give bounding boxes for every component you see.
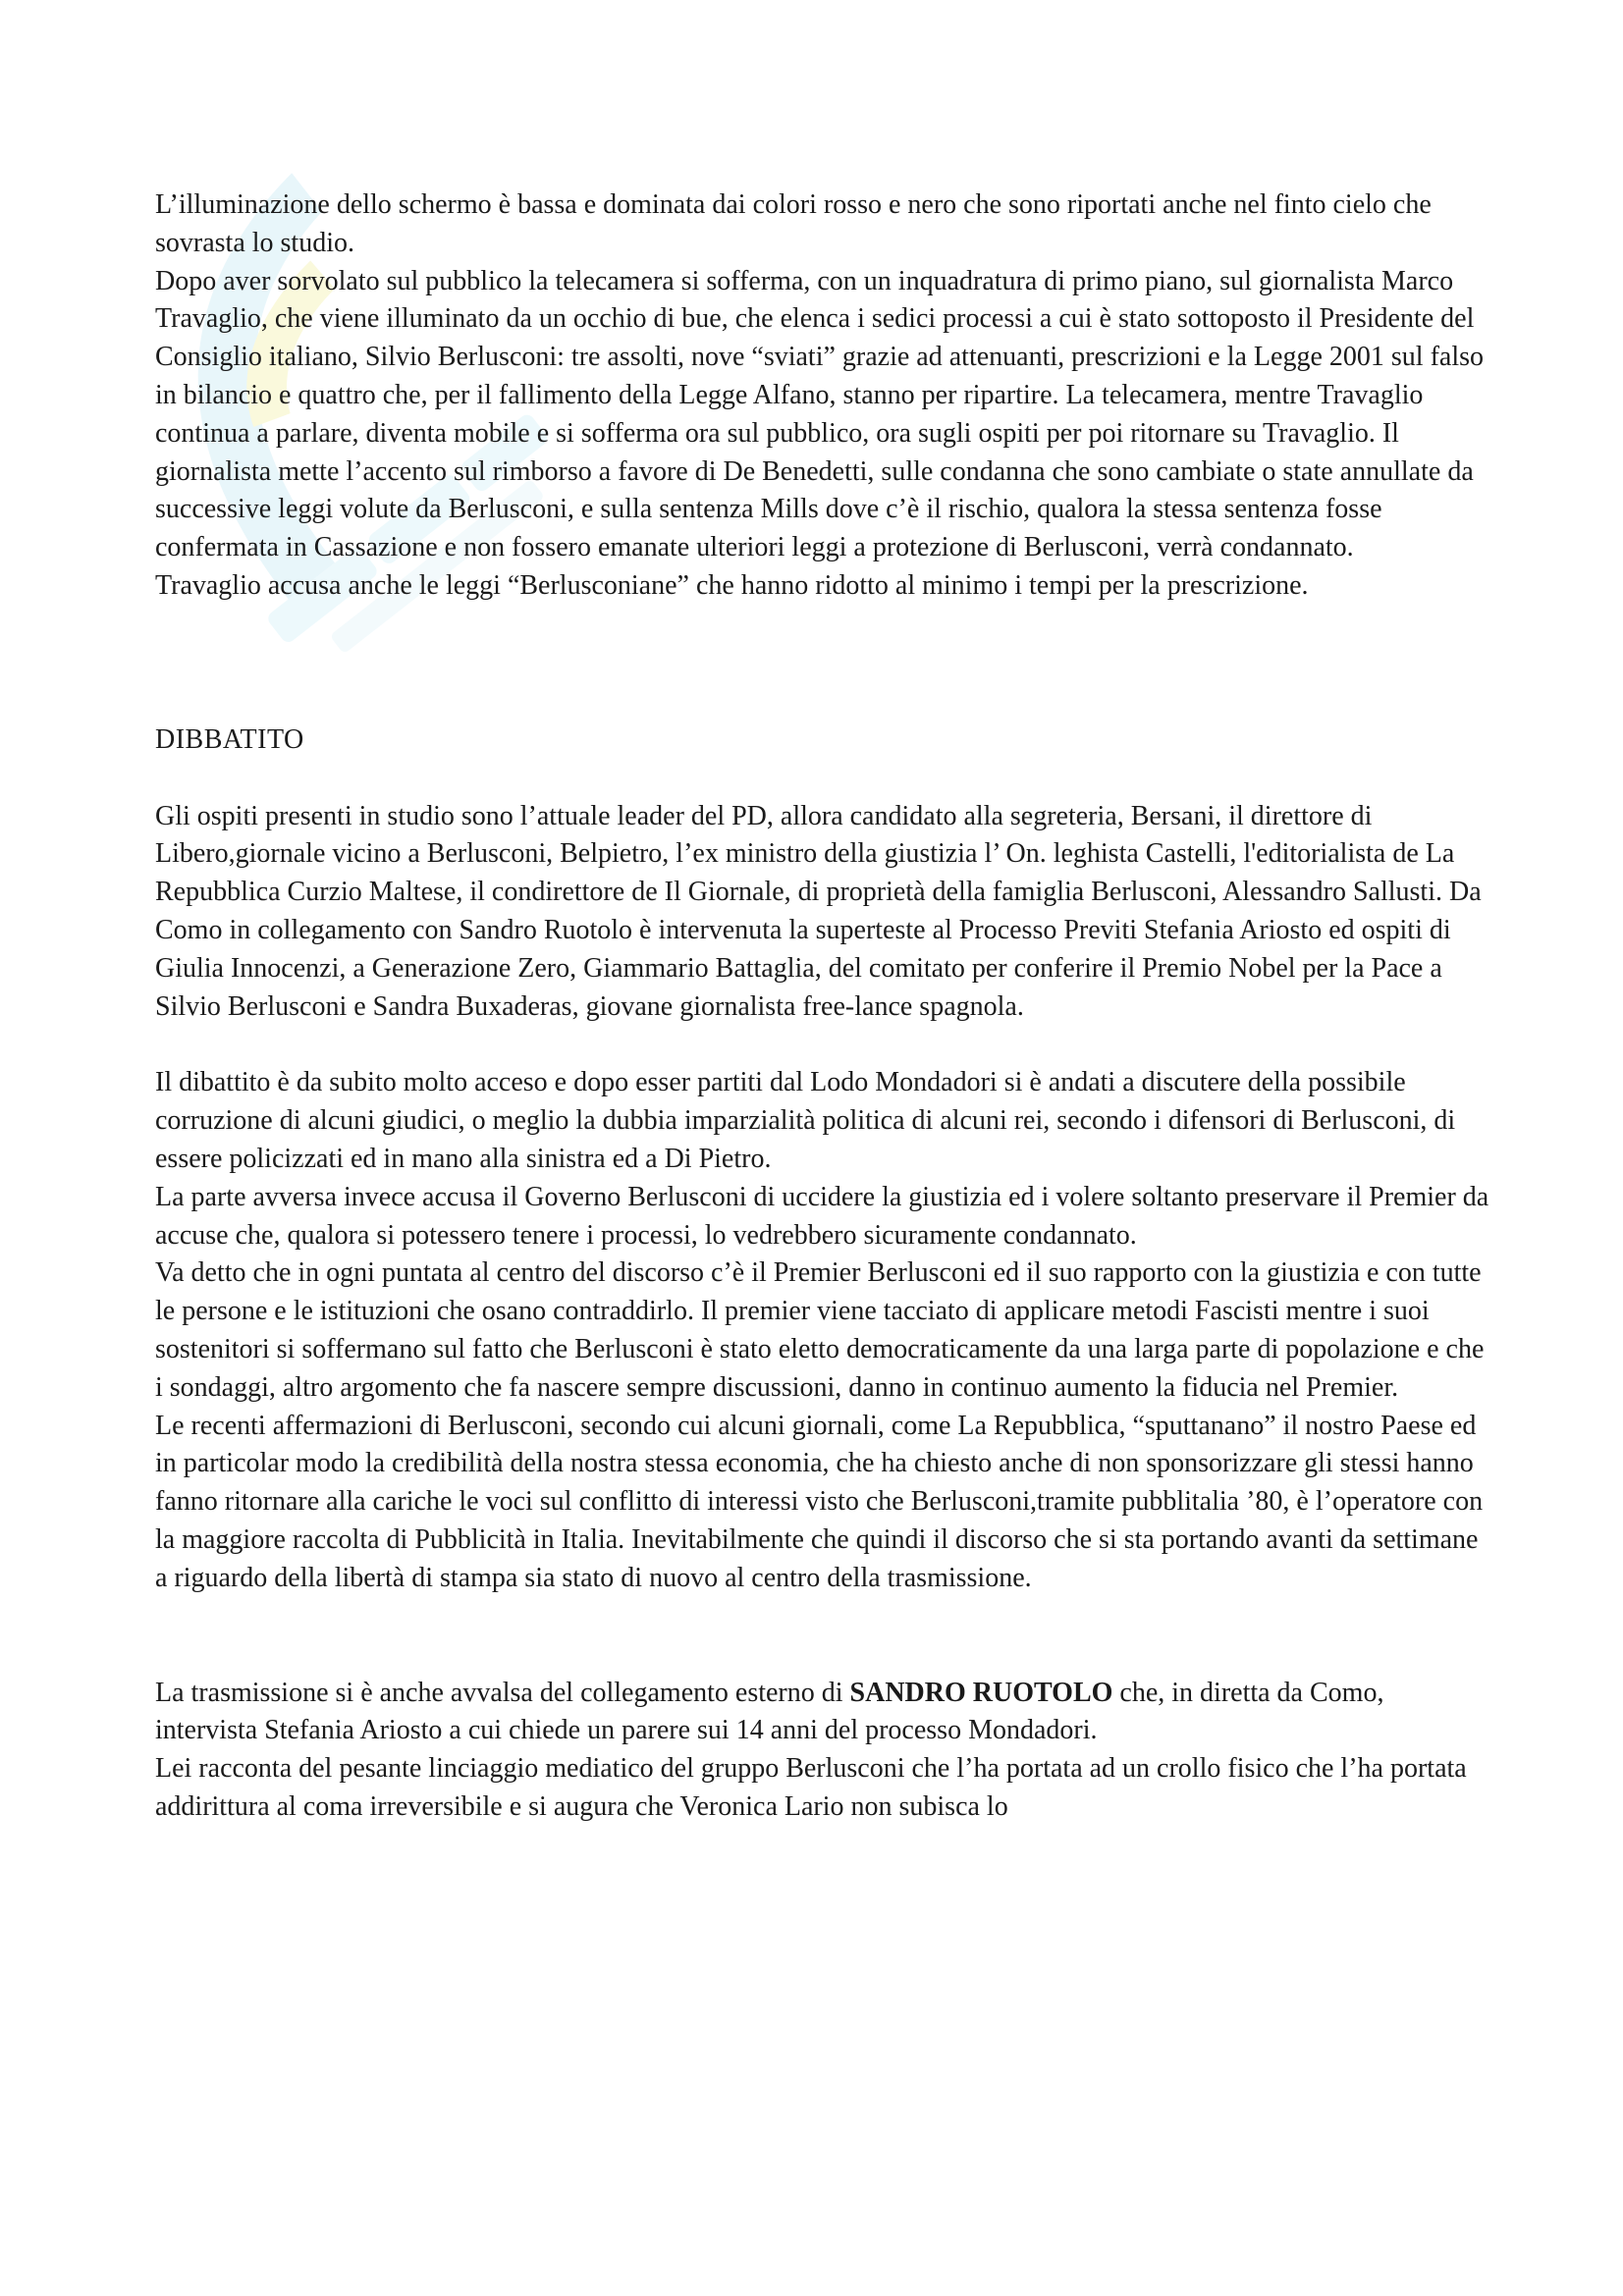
- spacer: [155, 760, 1490, 798]
- spacer: [155, 606, 1490, 721]
- paragraph-intro-3: Travaglio accusa anche le leggi “Berlusconiane” che hanno ridotto al minimo i tempi per la prescrizione.: [155, 569, 1309, 601]
- paragraph-debate-2: La parte avversa invece accusa il Governo Berlusconi di uccidere la giustizia ed i volere soltanto preservare il Premier da accuse che, qualora si potessero tenere i processi, lo vedrebbero sicuramente condannato.: [155, 1181, 1489, 1251]
- paragraph-ruotolo: [155, 1675, 1490, 1751]
- paragraph-debate-4: Le recenti affermazioni di Berlusconi, secondo cui alcuni giornali, come La Repubblica, “sputtanano” il nostro Paese ed in particolar modo la credibilità della nostra stessa economia, che ha chiesto anche di non sponsorizzare gli stessi hanno fanno ritornare alla cariche le voci sul conflitto di interessi visto che Berlusconi,tramite pubblitalia ’80, è l’operatore con la maggiore raccolta di Pubblicità in Italia. Inevitabilmente che quindi il discorso che si sta portando avanti da settimane a riguardo della libertà di stampa sia stato di nuovo al centro della trasmissione.: [155, 1410, 1484, 1593]
- paragraph-intro-2: Dopo aver sorvolato sul pubblico la telecamera si sofferma, con un inquadratura di primo piano, sul giornalista Marco Travaglio, che viene illuminato da un occhio di bue, che elenca i sedici processi a cui è stato sottoposto il Presidente del Consiglio italiano, Silvio Berlusconi: tre assolti, nove “sviati” grazie ad attenuanti, prescrizioni e la Legge 2001 sul falso in bilancio e quattro che, per il fallimento della Legge Alfano, stanno per ripartire. La telecamera, mentre Travaglio continua a parlare, diventa mobile e si sofferma ora sul pubblico, ora sugli ospiti per poi ritornare su Travaglio. Il giornalista mette l’accento sul rimborso a favore di De Benedetti, sulle condanna che sono cambiate o state annullate da successive leggi volute da Berlusconi, e sulla sentenza Mills dove c’è il rischio, qualora la stessa sentenza fosse confermata in Cassazione e non fossero emanate ulteriori leggi a protezione di Berlusconi, verrà condannato.: [155, 265, 1484, 563]
- paragraph-intro-1: L’illuminazione dello schermo è bassa e dominata dai colori rosso e nero che sono riportati anche nel finto cielo che sovrasta lo studio.: [155, 189, 1432, 258]
- document-body: [155, 187, 1490, 1827]
- section-heading: DIBBATITO: [155, 723, 304, 755]
- spacer: [155, 1598, 1490, 1675]
- paragraph-debate-3: Va detto che in ogni puntata al centro del discorso c’è il Premier Berlusconi ed il suo rapporto con la giustizia e con tutte le persone e le istituzioni che osano contraddirlo. Il premier viene tacciato di applicare metodi Fascisti mentre i suoi sostenitori si soffermano sul fatto che Berlusconi è stato eletto democraticamente da una larga parte di popolazione e che i sondaggi, altro argomento che fa nascere sempre discussioni, danno in continuo aumento la fiducia nel Premier.: [155, 1257, 1485, 1403]
- ruotolo-text-before: La trasmissione si è anche avvalsa del collegamento esterno di: [155, 1677, 850, 1708]
- spacer: [155, 1026, 1490, 1064]
- paragraph-final: Lei racconta del pesante linciaggio mediatico del gruppo Berlusconi che l’ha portata ad un crollo fisico che l’ha portata addirittura al coma irreversibile e si augura che Veronica Lario non subisca lo: [155, 1753, 1467, 1822]
- ruotolo-name-bold: SANDRO RUOTOLO: [849, 1677, 1113, 1708]
- ruotolo-text-after: che, in diretta da Como, intervista Stefania Ariosto a cui chiede un parere sui 14 anni del processo Mondadori.: [155, 1677, 1384, 1746]
- paragraph-guests: Gli ospiti presenti in studio sono l’attuale leader del PD, allora candidato alla segreteria, Bersani, il direttore di Libero,giornale vicino a Berlusconi, Belpietro, l’ex ministro della giustizia l’ On. leghista Castelli, l'editorialista de La Repubblica Curzio Maltese, il condirettore de Il Giornale, di proprietà della famiglia Berlusconi, Alessandro Sallusti. Da Como in collegamento con Sandro Ruotolo è intervenuta la superteste al Processo Previti Stefania Ariosto ed ospiti di Giulia Innocenzi, a Generazione Zero, Giammario Battaglia, del comitato per conferire il Premio Nobel per la Pace a Silvio Berlusconi e Sandra Buxaderas, giovane giornalista free-lance spagnola.: [155, 800, 1482, 1022]
- paragraph-debate-1: Il dibattito è da subito molto acceso e dopo esser partiti dal Lodo Mondadori si è andati a discutere della possibile corruzione di alcuni giudici, o meglio la dubbia imparzialità politica di alcuni rei, secondo i difensori di Berlusconi, di essere policizzati ed in mano alla sinistra ed a Di Pietro.: [155, 1067, 1456, 1174]
